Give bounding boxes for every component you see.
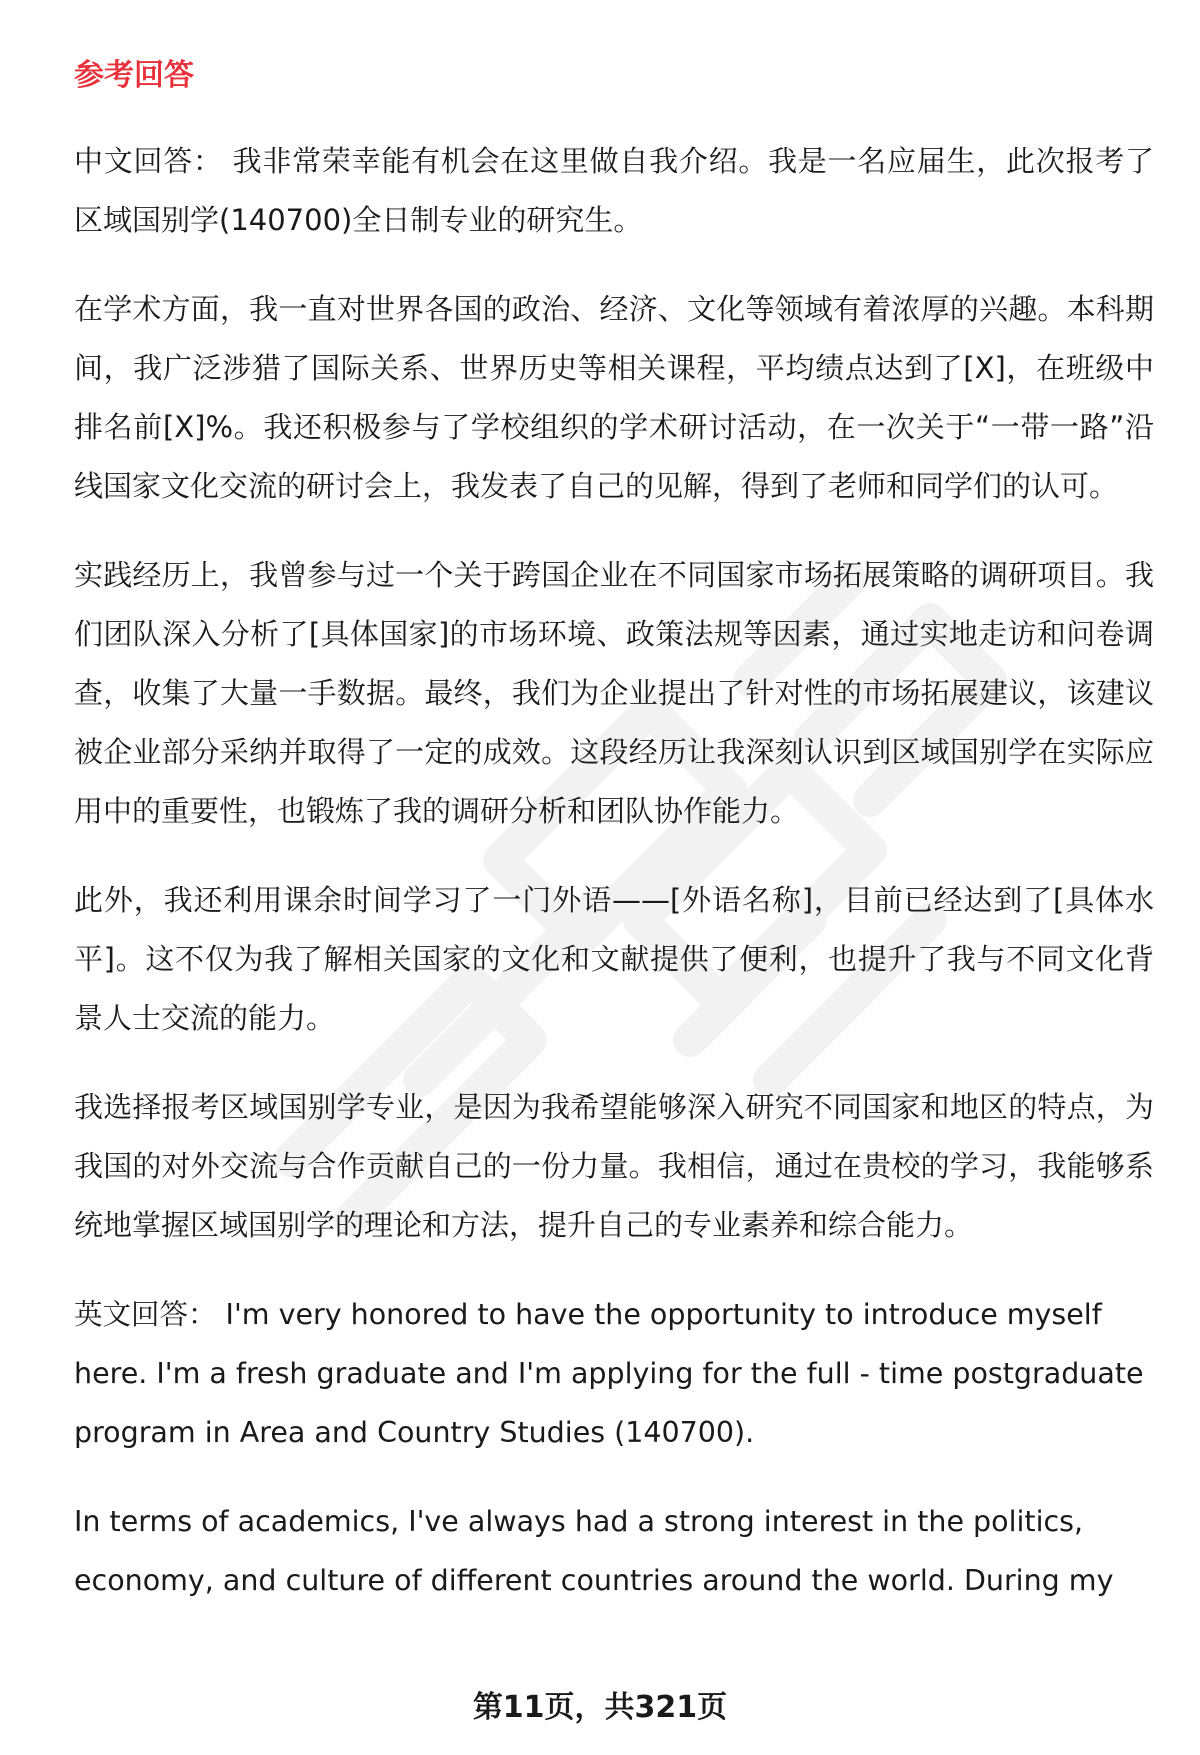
page-number-footer: 第11页，共321页 [472, 1690, 728, 1725]
paragraph-motivation: 我选择报考区域国别学专业，是因为我希望能够深入研究不同国家和地区的特点，为我国的对外交流与合作贡献自己的一份力量。我相信，通过在贵校的学习，我能够系统地掌握区域国别学的理论和方法，提升自己的专业素养和综合能力。 [74, 1090, 1154, 1242]
answer-heading: 参考回答 [74, 58, 194, 93]
answer-body [74, 132, 1154, 1640]
paragraph-english-intro: 英文回答： I'm very honored to have the opportunity to introduce myself here. I'm a fresh graduate and I'm applying for the full - time postgraduate program in Area and Country Studies (140700). [74, 1298, 1144, 1449]
paragraph-academics: 在学术方面，我一直对世界各国的政治、经济、文化等领域有着浓厚的兴趣。本科期间，我广泛涉猎了国际关系、世界历史等相关课程，平均绩点达到了[X]，在班级中排名前[X]%。我还积极参与了学校组织的学术研讨活动，在一次关于“一带一路”沿线国家文化交流的研讨会上，我发表了自己的见解，得到了老师和同学们的认可。 [74, 292, 1154, 503]
paragraph-english-academics: In terms of academics, I've always had a strong interest in the politics, economy, and culture of different countries around the world. During my [74, 1505, 1114, 1597]
paragraph-chinese-intro: 中文回答： 我非常荣幸能有机会在这里做自我介绍。我是一名应届生，此次报考了区域国别学(140700)全日制专业的研究生。 [74, 144, 1154, 237]
paragraph-practice: 实践经历上，我曾参与过一个关于跨国企业在不同国家市场拓展策略的调研项目。我们团队深入分析了[具体国家]的市场环境、政策法规等因素，通过实地走访和问卷调查，收集了大量一手数据。最终，我们为企业提出了针对性的市场拓展建议，该建议被企业部分采纳并取得了一定的成效。这段经历让我深刻认识到区域国别学在实际应用中的重要性，也锻炼了我的调研分析和团队协作能力。 [74, 558, 1154, 828]
paragraph-language: 此外，我还利用课余时间学习了一门外语——[外语名称]，目前已经达到了[具体水平]。这不仅为我了解相关国家的文化和文献提供了便利，也提升了我与不同文化背景人士交流的能力。 [74, 883, 1154, 1035]
